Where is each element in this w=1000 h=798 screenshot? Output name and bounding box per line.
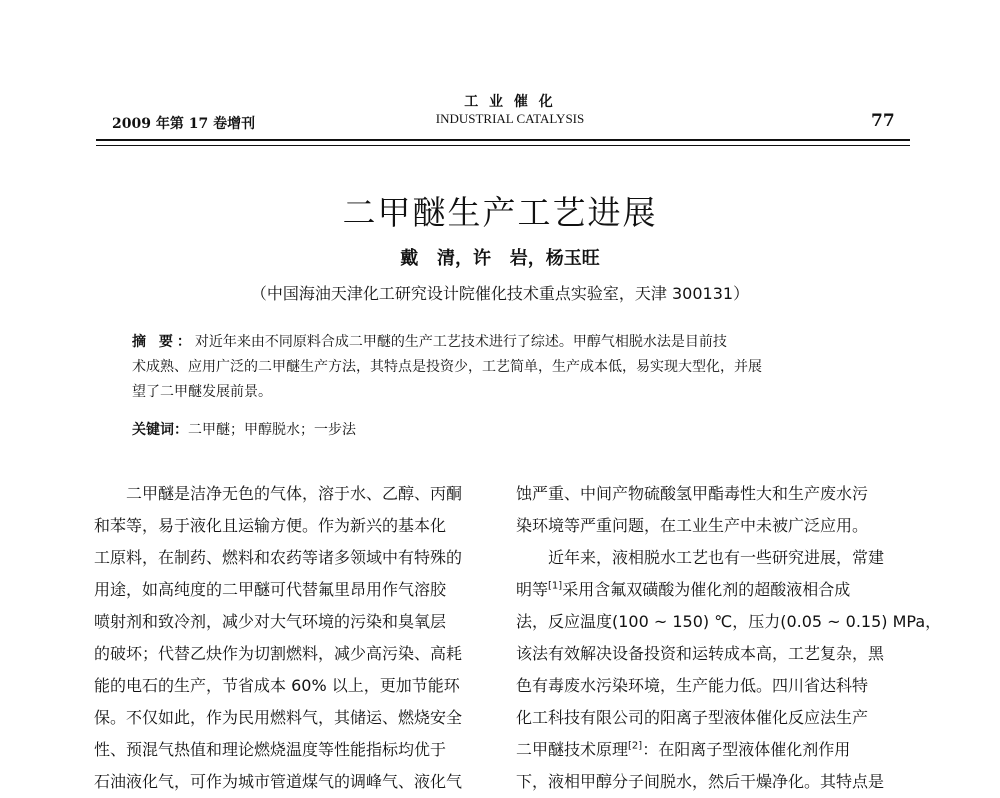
abstract — [132, 330, 872, 405]
body-line — [516, 734, 912, 766]
abstract-line: 术成熟、应用广泛的二甲醚生产方法，其特点是投资少，工艺简单，生产成本低，易实现大型化，并展 — [132, 359, 762, 375]
journal-header — [420, 93, 600, 127]
abstract-line — [132, 330, 872, 355]
right-column — [516, 478, 942, 798]
header-rule-thick — [96, 139, 910, 141]
body-line: 用途，如高纯度的二甲醚可代替氟里昂用作气溶胶 — [94, 580, 447, 599]
body-line: 下，液相甲醇分子间脱水，然后干燥净化。其特点是 — [516, 772, 885, 791]
left-column — [94, 478, 488, 798]
body-line: 色有毒废水污染环境，生产能力低。四川省达科特 — [516, 676, 869, 695]
body-line: 石油液化气，可作为城市管道煤气的调峰气、液化气 — [94, 772, 463, 791]
header-rule-thin — [96, 145, 910, 146]
body-line: 蚀严重、中间产物硫酸氢甲酯毒性大和生产废水污 — [516, 484, 869, 503]
body-line: 法，反应温度(100 ~ 150) ℃，压力(0.05 ~ 0.15) MPa， — [516, 612, 942, 631]
body-line: 喷射剂和致冷剂，减少对大气环境的污染和臭氧层 — [94, 612, 447, 631]
body-line: 染环境等严重问题，在工业生产中未被广泛应用。 — [516, 516, 869, 535]
paper-authors: 戴 清，许 岩，杨玉旺 — [400, 248, 600, 269]
paper-affiliation: （中国海油天津化工研究设计院催化技术重点实验室，天津 300131） — [250, 284, 750, 303]
abstract-label: 摘 要： — [132, 334, 195, 350]
body-line: 性、预混气热值和理论燃烧温度等性能指标均优于 — [94, 740, 447, 759]
abstract-line: 望了二甲醚发展前景。 — [132, 384, 272, 400]
body-text: ：在阳离子型液体催化剂作用 — [642, 740, 851, 759]
body-text: 采用含氟双磺酸为催化剂的超酸液相合成 — [562, 580, 851, 599]
abstract-text: 对近年来由不同原料合成二甲醚的生产工艺技术进行了综述。甲醇气相脱水法是目前技 — [194, 334, 727, 350]
citation-ref: [1] — [548, 580, 563, 592]
issue-label: 2009 年第 17 卷增刊 — [112, 116, 256, 132]
body-line: 保。不仅如此，作为民用燃料气，其储运、燃烧安全 — [94, 708, 463, 727]
keywords-text: 二甲醚；甲醇脱水；一步法 — [188, 422, 356, 438]
body-line: 和苯等，易于液化且运输方便。作为新兴的基本化 — [94, 516, 447, 535]
page-number: 77 — [871, 111, 895, 131]
body-line: 该法有效解决设备投资和运转成本高，工艺复杂，黑 — [516, 644, 885, 663]
journal-name-en: INDUSTRIAL CATALYSIS — [435, 111, 585, 126]
body-line: 工原料，在制药、燃料和农药等诸多领域中有特殊的 — [94, 548, 463, 567]
body-line — [516, 574, 912, 606]
body-line: 二甲醚是洁净无色的气体，溶于水、乙醇、丙酮 — [126, 484, 463, 503]
body-line: 能的电石的生产，节省成本 60% 以上，更加节能环 — [94, 676, 460, 695]
body-text: 明等 — [516, 580, 549, 599]
citation-ref: [2] — [628, 740, 643, 752]
body-text: 二甲醚技术原理 — [516, 740, 629, 759]
keywords — [132, 418, 872, 443]
journal-name-cn: 工 业 催 化 — [464, 94, 556, 110]
paper-title: 二甲醚生产工艺进展 — [342, 193, 658, 232]
body-line: 的破坏；代替乙炔作为切割燃料，减少高污染、高耗 — [94, 644, 463, 663]
body-line: 近年来，液相脱水工艺也有一些研究进展，常建 — [548, 548, 885, 567]
keywords-label: 关键词： — [132, 422, 188, 438]
body-line: 化工科技有限公司的阳离子型液体催化反应法生产 — [516, 708, 869, 727]
